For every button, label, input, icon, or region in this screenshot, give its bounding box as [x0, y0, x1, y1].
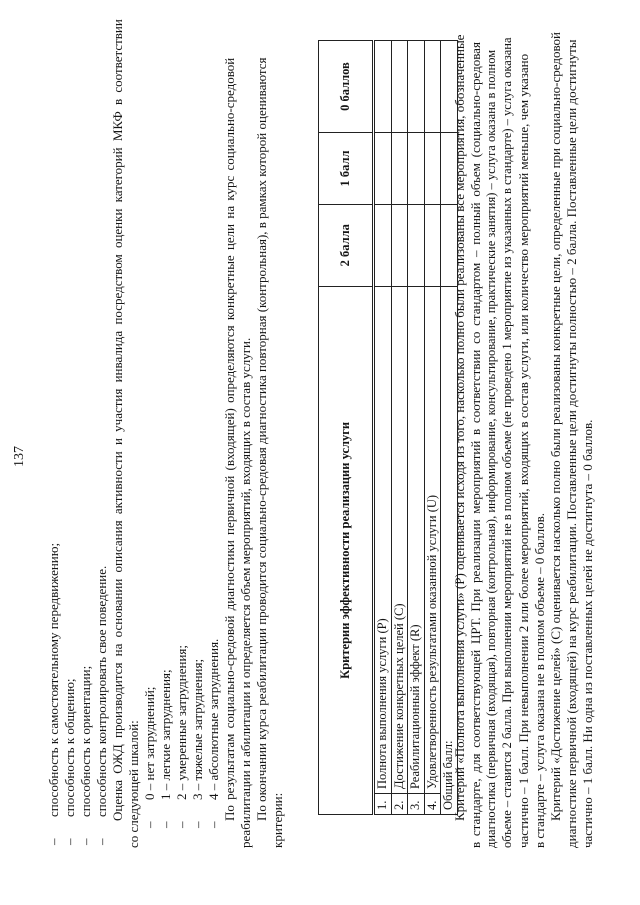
score-cell: [374, 41, 392, 133]
table-header-criteria: Критерии эффективности реализации услуги: [319, 286, 374, 814]
score-cell: [424, 133, 441, 205]
paragraph-criterion-c: диагностике первичной (входящей) на курс реабилитации. Поставленные цели достигнуты полностью – 2 балла. Поставленные цели достигнуты: [564, 39, 579, 848]
score-cell: [391, 133, 408, 205]
score-cell: [408, 41, 425, 133]
scale-item-text: 3 – тяжелые затруднения;: [190, 658, 205, 800]
row-number: 4.: [424, 794, 441, 815]
scale-item-text: 1 – легкие затруднения;: [158, 669, 173, 800]
row-label: Удовлетворенность результатами оказанной услуги (U): [424, 286, 441, 793]
table-row: [374, 41, 392, 815]
paragraph-ozhd: Оценка ОЖД производится на основании описания активности и участия инвалида посредством оценки категорий МКФ в соответствии: [110, 19, 125, 821]
paragraph-ozhd-cont: со следующей шкалой:: [126, 720, 141, 848]
scale-item-text: 4 – абсолютные затруднения.: [206, 638, 221, 800]
list-item-text: способность к общению;: [62, 678, 77, 817]
dash-mark: –: [94, 838, 109, 845]
table-header-0-points: 0 баллов: [319, 41, 374, 133]
score-cell: [374, 133, 392, 205]
scale-item-text: 2 – умеренные затруднения;: [174, 644, 189, 800]
row-label: Реабилитационный эффект (R): [408, 286, 425, 793]
list-item-text: способность к ориентации;: [78, 665, 93, 817]
dash-mark: –: [206, 821, 221, 828]
score-cell: [408, 133, 425, 205]
paragraph-criterion-p: объеме – ставится 2 балла. При выполнении мероприятий не в полном объеме (не проведено 1 мероприятие из указанных в стандарте) – услуга оказана: [500, 37, 514, 848]
paragraph-results: По результатам социально-средовой диагностики первичной (входящей) определяются конкретные цели на курс социально-средовой: [222, 57, 237, 821]
paragraph-criterion-c: частично – 1 балл. Ни одна из поставленных целей не достигнута – 0 баллов.: [580, 419, 595, 848]
score-cell: [391, 204, 408, 286]
total-label: Общий балл:: [441, 286, 458, 814]
table-row: [408, 41, 425, 815]
dash-mark: –: [190, 821, 205, 828]
dash-mark: –: [174, 821, 189, 828]
row-label: Полнота выполнения услуги (P): [374, 286, 392, 793]
dash-mark: –: [78, 838, 93, 845]
dash-mark: –: [46, 838, 61, 845]
list-item: [62, 678, 78, 845]
score-cell: [391, 41, 408, 133]
paragraph-criterion-p: в стандарте, для соответствующей ЦРТ. При реализации мероприятий в соответствии со стандартом – полный объем (социально-средовая: [468, 42, 483, 848]
score-cell: [374, 204, 392, 286]
criteria-table: [318, 40, 458, 815]
paragraph-end-cont: критерии:: [270, 792, 285, 848]
table-header-1-point: 1 балл: [319, 133, 374, 205]
paragraph-results-cont: реабилитации и абилитации и определяется объем мероприятий, входящих в состав услуги.: [238, 337, 253, 848]
row-number: 2.: [391, 794, 408, 815]
table-row: [424, 41, 441, 815]
table-header-row: [319, 41, 374, 815]
scale-item: [158, 669, 174, 828]
score-cell: [424, 204, 441, 286]
score-cell: [424, 41, 441, 133]
table-header-2-points: 2 балла: [319, 204, 374, 286]
dash-mark: –: [62, 838, 77, 845]
scale-item: [174, 645, 190, 828]
page-number: 137: [12, 446, 27, 467]
score-cell: [408, 204, 425, 286]
paragraph-criterion-p: частично – 1 балл. При невыполнении 2 или более мероприятий, входящих в состав услуги, или количество мероприятий меньше, чем указано: [516, 53, 531, 848]
row-number: 1.: [374, 794, 392, 815]
scale-item: [190, 659, 206, 828]
scale-item: [206, 639, 222, 828]
list-item-text: способность контролировать свое поведение.: [94, 565, 109, 817]
list-item: [46, 543, 62, 845]
paragraph-criterion-p: в стандарте – услуга оказана не в полном объеме – 0 баллов.: [532, 513, 547, 848]
paragraph-criterion-p: диагностика (первичная (входящая), повторная (контрольная), информирование, консультирование, практические занятия) – услуга оказана в полном: [484, 49, 498, 848]
dash-mark: –: [142, 821, 157, 828]
paragraph-end: По окончании курса реабилитации проводится социально-средовая диагностика повторная (контрольная), в рамках которой оцениваются: [254, 57, 269, 821]
list-item: [78, 666, 94, 845]
paragraph-criterion-p: Критерий «Полнота выполнения услуги» (P) оценивается исходя из того, насколько полно были реализованы все мероприятия, обозначенные: [452, 34, 467, 821]
dash-mark: –: [158, 821, 173, 828]
table-row: [391, 41, 408, 815]
paragraph-criterion-c: Критерий «Достижение целей» (C) оценивается насколько полно были реализованы конкретные цели, определенные при социально-средовой: [548, 32, 563, 821]
scale-item: [142, 687, 158, 828]
row-number: 3.: [408, 794, 425, 815]
scale-item-text: 0 – нет затруднений;: [142, 686, 157, 800]
list-item-text: способность к самостоятельному передвижению;: [46, 542, 61, 817]
row-label: Достижение конкретных целей (C): [391, 286, 408, 793]
list-item: [94, 566, 110, 845]
